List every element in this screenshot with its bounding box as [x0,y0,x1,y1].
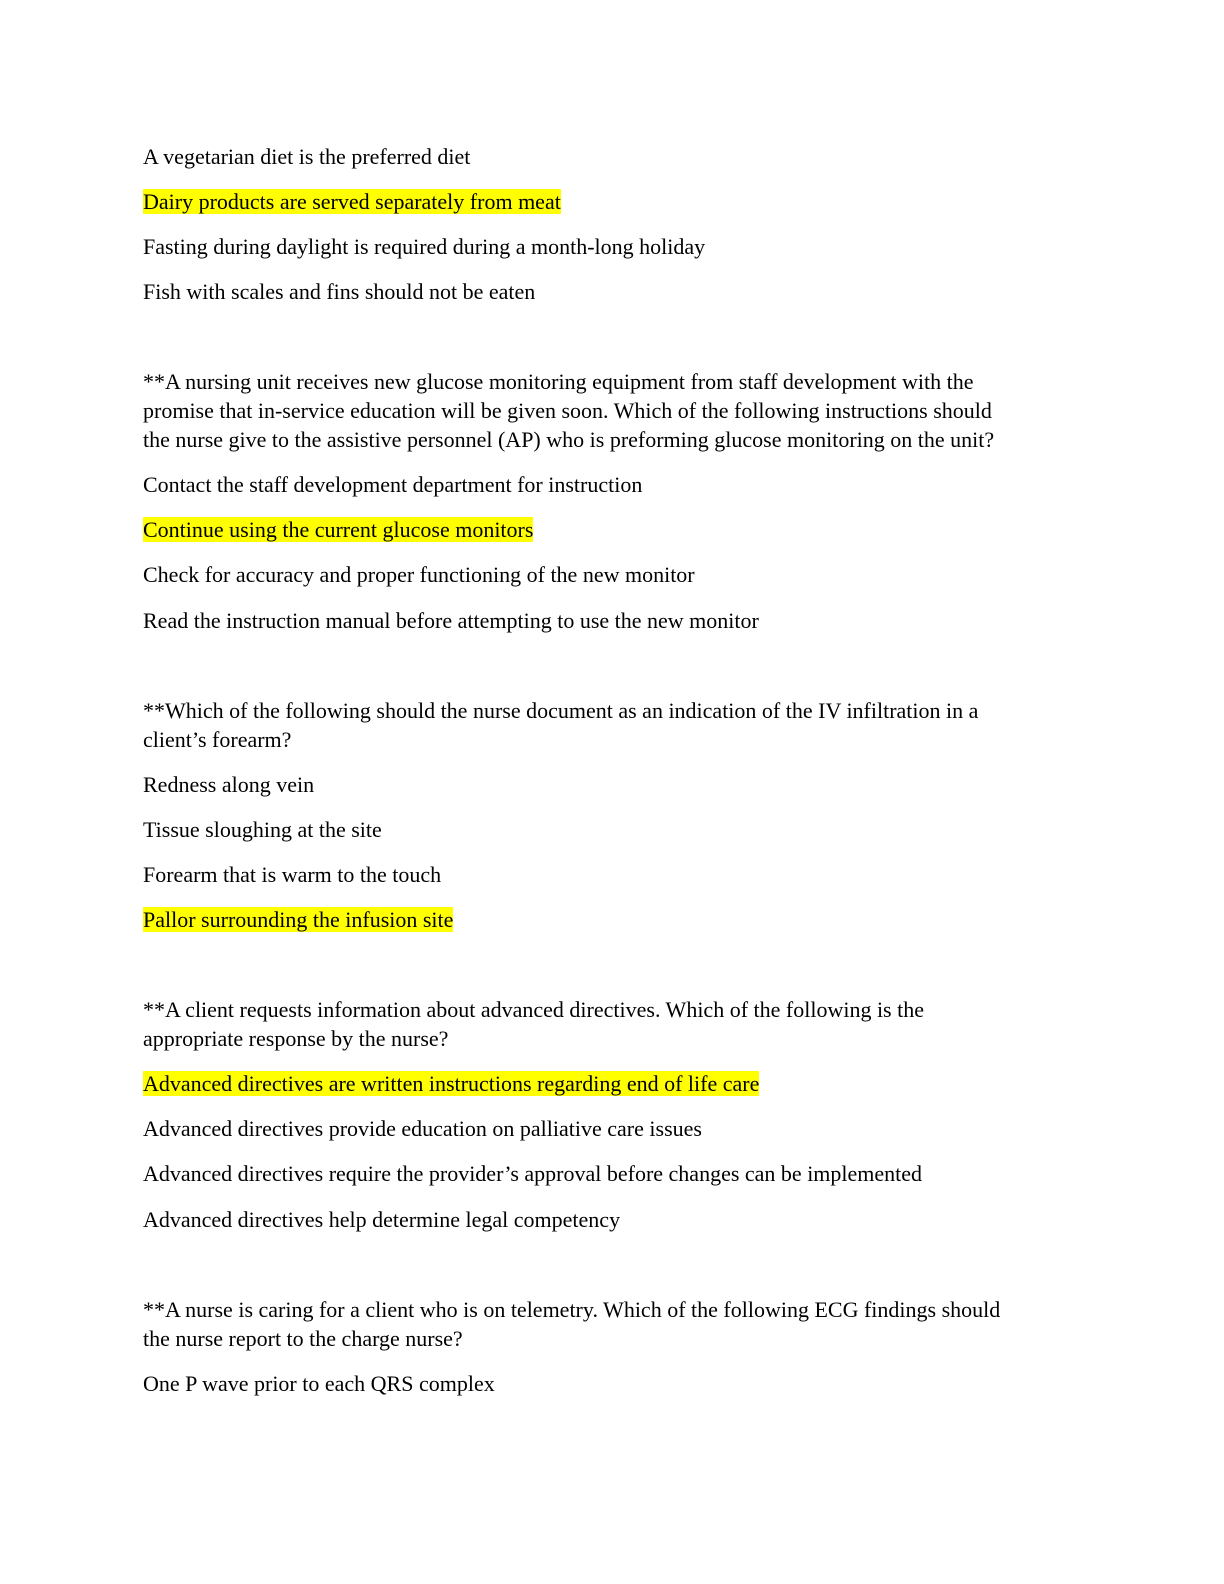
answer-option: Fasting during daylight is required during a month-long holiday [143,234,706,259]
highlight: Pallor surrounding the infusion site [143,907,454,932]
answer-option: Tissue sloughing at the site [143,817,382,842]
answer-option: Contact the staff development department for instruction [143,472,643,497]
answer-option-highlighted [143,905,453,934]
question-text: appropriate response by the nurse? [143,1026,449,1051]
answer-option-highlighted [143,187,561,216]
question-text: the nurse report to the charge nurse? [143,1326,463,1351]
answer-option: Redness along vein [143,772,315,797]
question-text: **A client requests information about advanced directives. Which of the following is the [143,997,924,1022]
answer-option: Advanced directives help determine legal competency [143,1207,621,1232]
question-text: **A nursing unit receives new glucose monitoring equipment from staff development with the [143,369,974,394]
question-text: **A nurse is caring for a client who is on telemetry. Which of the following ECG findings should [143,1297,1001,1322]
answer-option: Check for accuracy and proper functioning of the new monitor [143,562,695,587]
answer-option: Advanced directives require the provider’s approval before changes can be implemented [143,1161,923,1186]
highlight: Continue using the current glucose monitors [143,517,534,542]
answer-option: Fish with scales and fins should not be eaten [143,279,536,304]
answer-option-highlighted [143,1069,759,1098]
answer-option-highlighted [143,515,533,544]
question-text: client’s forearm? [143,727,292,752]
question-text: the nurse give to the assistive personnel (AP) who is preforming glucose monitoring on the unit? [143,427,995,452]
answer-option: One P wave prior to each QRS complex [143,1371,495,1396]
answer-option: Advanced directives provide education on palliative care issues [143,1116,702,1141]
highlight: Dairy products are served separately from meat [143,189,561,214]
answer-option: Forearm that is warm to the touch [143,862,442,887]
question-text: **Which of the following should the nurse document as an indication of the IV infiltration in a [143,698,979,723]
answer-option: A vegetarian diet is the preferred diet [143,144,471,169]
answer-option: Read the instruction manual before attempting to use the new monitor [143,608,759,633]
question-text: promise that in-service education will be given soon. Which of the following instructions should [143,398,992,423]
highlight: Advanced directives are written instructions regarding end of life care [143,1071,760,1096]
